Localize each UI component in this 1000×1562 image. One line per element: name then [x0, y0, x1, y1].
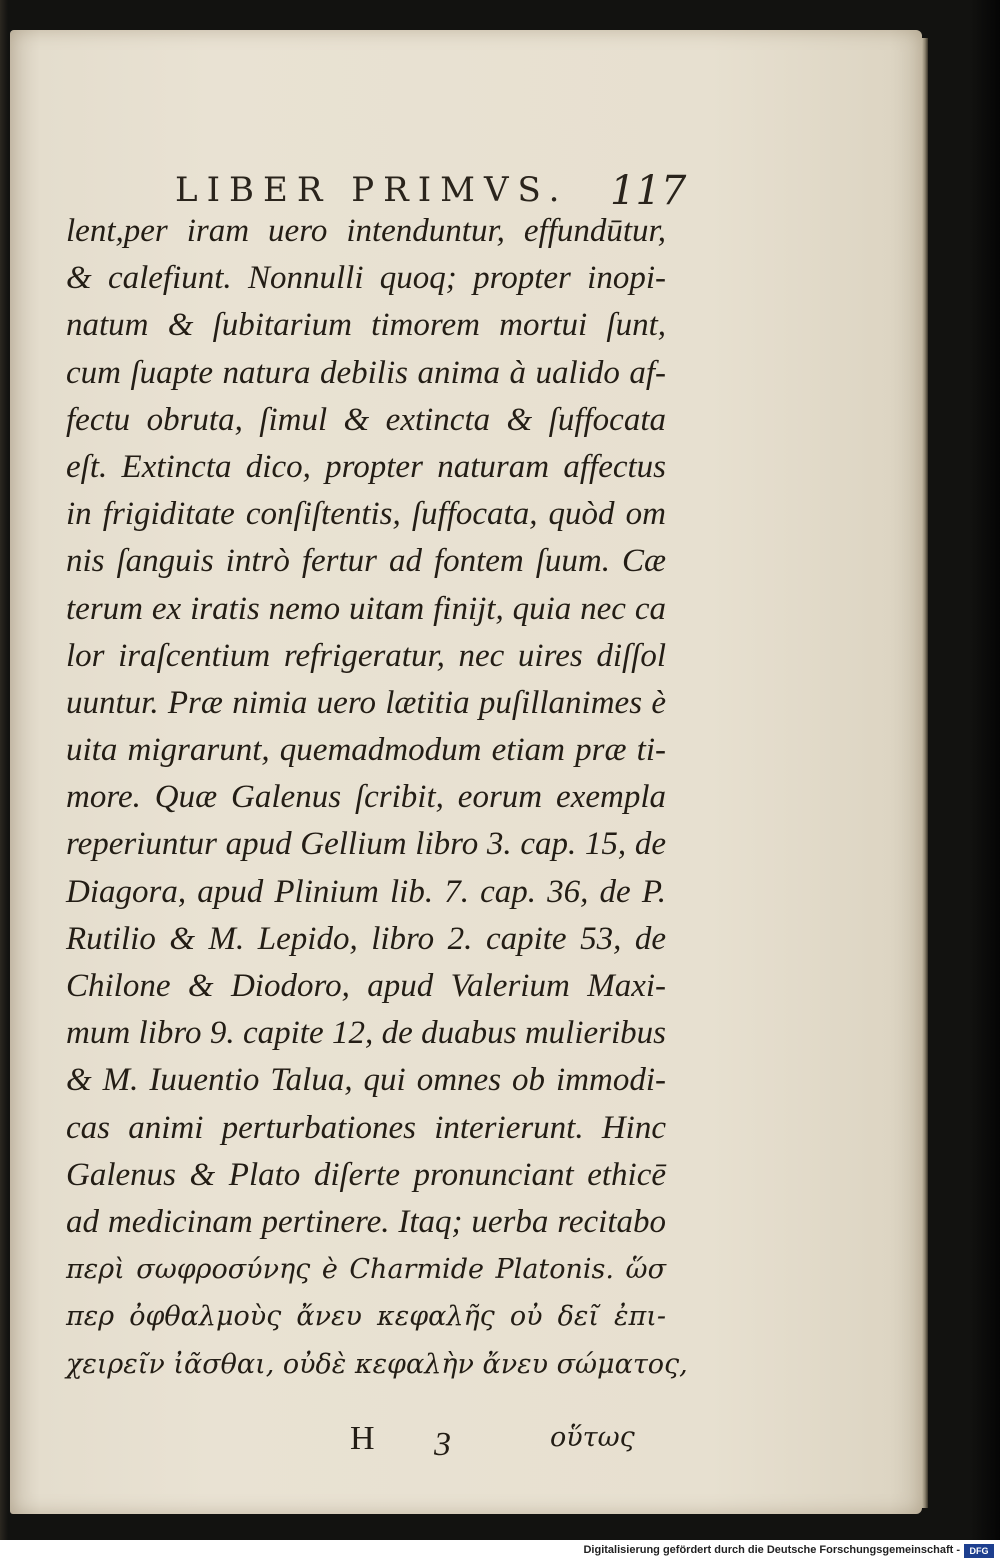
page-footer: [10, 1420, 922, 1470]
greek-text-line: περὶ σωφροσύνης è Charmide Platonis. ὥσ: [66, 1254, 666, 1286]
text-line: natum & ſubitarium timorem mortui ſunt,: [66, 307, 666, 344]
book-page: [10, 30, 922, 1514]
text-line: & calefiunt. Nonnulli quoq; propter inopi-: [66, 260, 666, 297]
text-line: Rutilio & M. Lepido, libro 2. capite 53, de: [66, 920, 666, 957]
text-line: cum ſuapte natura debilis anima à ualido af-: [66, 354, 666, 391]
funding-credit: Digitalisierung gefördert durch die Deutsche Forschungsgemeinschaft -: [583, 1544, 960, 1556]
text-line: & M. Iuuentio Talua, qui omnes ob immodi-: [66, 1062, 666, 1099]
catchword: οὕτως: [550, 1422, 635, 1453]
text-line: cas animi perturbationes interierunt. Hinc: [66, 1109, 666, 1146]
text-line: reperiuntur apud Gellium libro 3. cap. 15, de: [66, 826, 666, 863]
text-line: uita migrarunt, quemadmodum etiam præ ti-: [66, 732, 666, 769]
signature-mark-letter: H: [350, 1420, 375, 1457]
text-line: Galenus & Plato diſerte pronunciant ethicē: [66, 1156, 666, 1193]
greek-text-line: χειρεῖν ἰᾶσθαι, οὐδὲ κεφαλὴν ἄνευ σώματος,: [66, 1348, 688, 1380]
text-line: nis ſanguis intrò fertur ad fontem ſuum. Cæ: [66, 543, 666, 580]
text-line: lent,per iram uero intenduntur, effundūtur,: [66, 213, 666, 249]
credit-bar: [0, 1540, 1000, 1562]
page-edge: [922, 38, 928, 1508]
page-number: 117: [610, 168, 687, 214]
text-line: ad medicinam pertinere. Itaq; uerba recitabo: [66, 1203, 666, 1240]
greek-text-line: περ ὀφθαλμοὺς ἄνευ κεφαλῆς οὐ δεῖ ἐπι-: [66, 1301, 666, 1333]
body-text: [66, 208, 688, 1388]
text-line: in frigiditate conſiſtentis, ſuffocata, quòd om: [66, 496, 666, 533]
text-line: Diagora, apud Plinium lib. 7. cap. 36, de P.: [66, 873, 666, 910]
dfg-logo-icon: DFG: [964, 1544, 994, 1558]
text-line: Chilone & Diodoro, apud Valerium Maxi-: [66, 968, 666, 1004]
signature-mark-number: 3: [434, 1426, 451, 1463]
text-line: fectu obruta, ſimul & extincta & ſuffocata: [66, 401, 666, 438]
text-line: uuntur. Præ nimia uero lætitia puſillanimes è: [66, 684, 666, 721]
text-line: mum libro 9. capite 12, de duabus mulieribus: [66, 1015, 666, 1052]
text-line: terum ex iratis nemo uitam finijt, quia nec ca: [66, 590, 666, 627]
text-line: eſt. Extincta dico, propter naturam affectus: [66, 448, 666, 485]
text-line: lor iraſcentium refrigeratur, nec uires diſſol: [66, 637, 666, 674]
running-head-title: LIBER PRIMVS.: [175, 170, 569, 210]
text-line: more. Quæ Galenus ſcribit, eorum exempla: [66, 779, 666, 816]
